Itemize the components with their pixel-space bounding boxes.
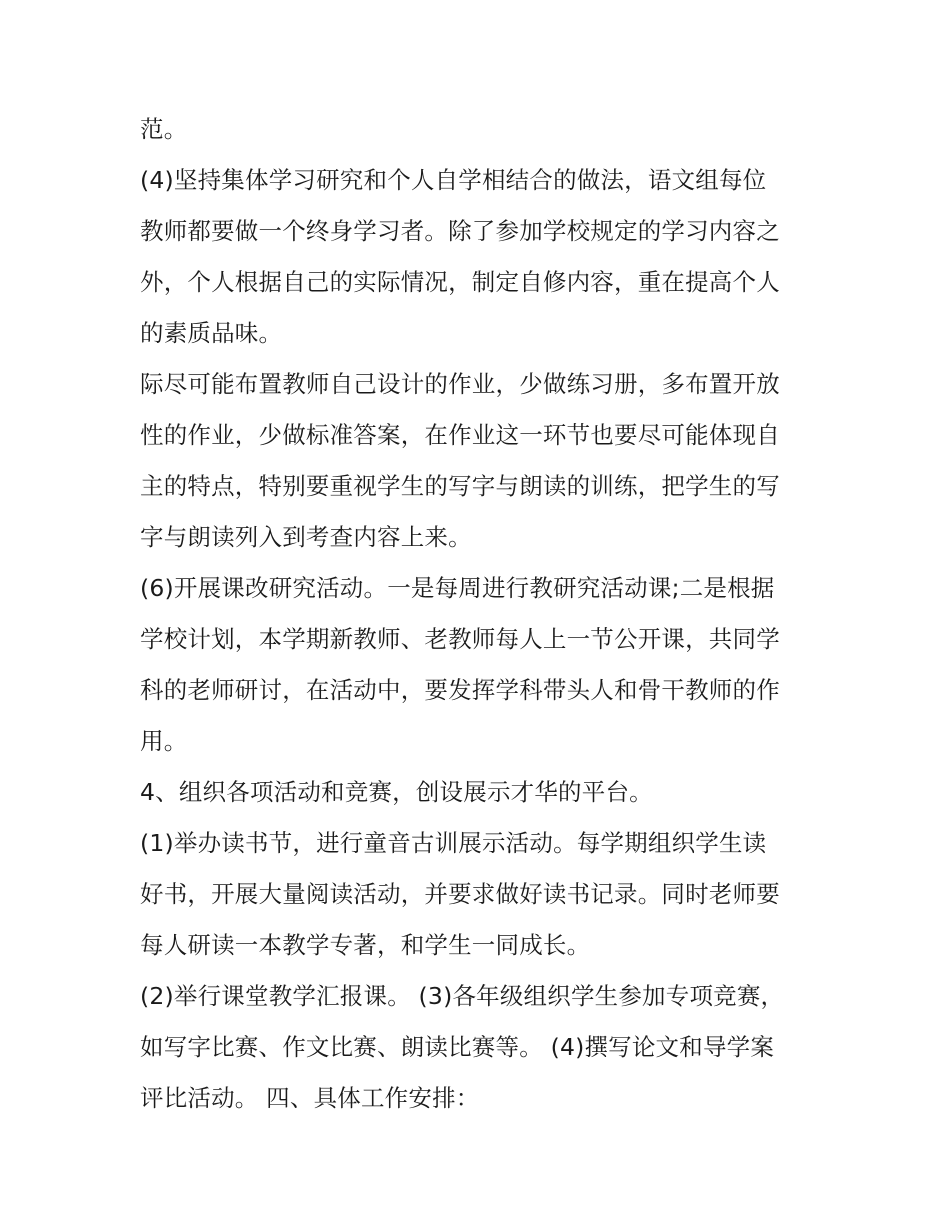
text-line: 字与朗读列入到考查内容上来。 xyxy=(140,523,472,551)
text-line: 科的老师研讨，在活动中，要发挥学科带头人和骨干教师的作 xyxy=(140,676,780,704)
text-line: 主的特点，特别要重视学生的写字与朗读的训练，把学生的写 xyxy=(140,472,780,500)
text-line: (6)开展课改研究活动。一是每周进行教研究活动课;二是根据 xyxy=(140,574,775,602)
text-line: 际尽可能布置教师自己设计的作业，少做练习册，多布置开放 xyxy=(140,370,780,398)
text-line: 如写字比赛、作文比赛、朗读比赛等。 (4)撰写论文和导学案 xyxy=(140,1033,775,1061)
text-line: 好书，开展大量阅读活动，并要求做好读书记录。同时老师要 xyxy=(140,880,780,908)
text-line: 教师都要做一个终身学习者。除了参加学校规定的学习内容之 xyxy=(140,217,780,245)
text-line: 4、组织各项活动和竞赛，创设展示才华的平台。 xyxy=(140,778,653,806)
text-line: 性的作业，少做标准答案，在作业这一环节也要尽可能体现自 xyxy=(140,421,780,449)
text-line: (4)坚持集体学习研究和个人自学相结合的做法，语文组每位 xyxy=(140,166,767,194)
text-line: 用。 xyxy=(140,727,188,755)
text-line: 评比活动。 四、具体工作安排： xyxy=(140,1084,480,1112)
text-line: (1)举办读书节，进行童音古训展示活动。每学期组织学生读 xyxy=(140,829,767,857)
text-line: (2)举行课堂教学汇报课。 (3)各年级组织学生参加专项竞赛， xyxy=(140,982,785,1010)
text-line: 范。 xyxy=(140,115,188,143)
document-body xyxy=(140,104,820,1124)
text-line: 的素质品味。 xyxy=(140,319,283,347)
text-line: 学校计划，本学期新教师、老教师每人上一节公开课，共同学 xyxy=(140,625,780,653)
document-text xyxy=(140,104,820,1124)
text-line: 外，个人根据自己的实际情况，制定自修内容，重在提高个人 xyxy=(140,268,780,296)
text-line: 每人研读一本教学专著，和学生一同成长。 xyxy=(140,931,591,959)
